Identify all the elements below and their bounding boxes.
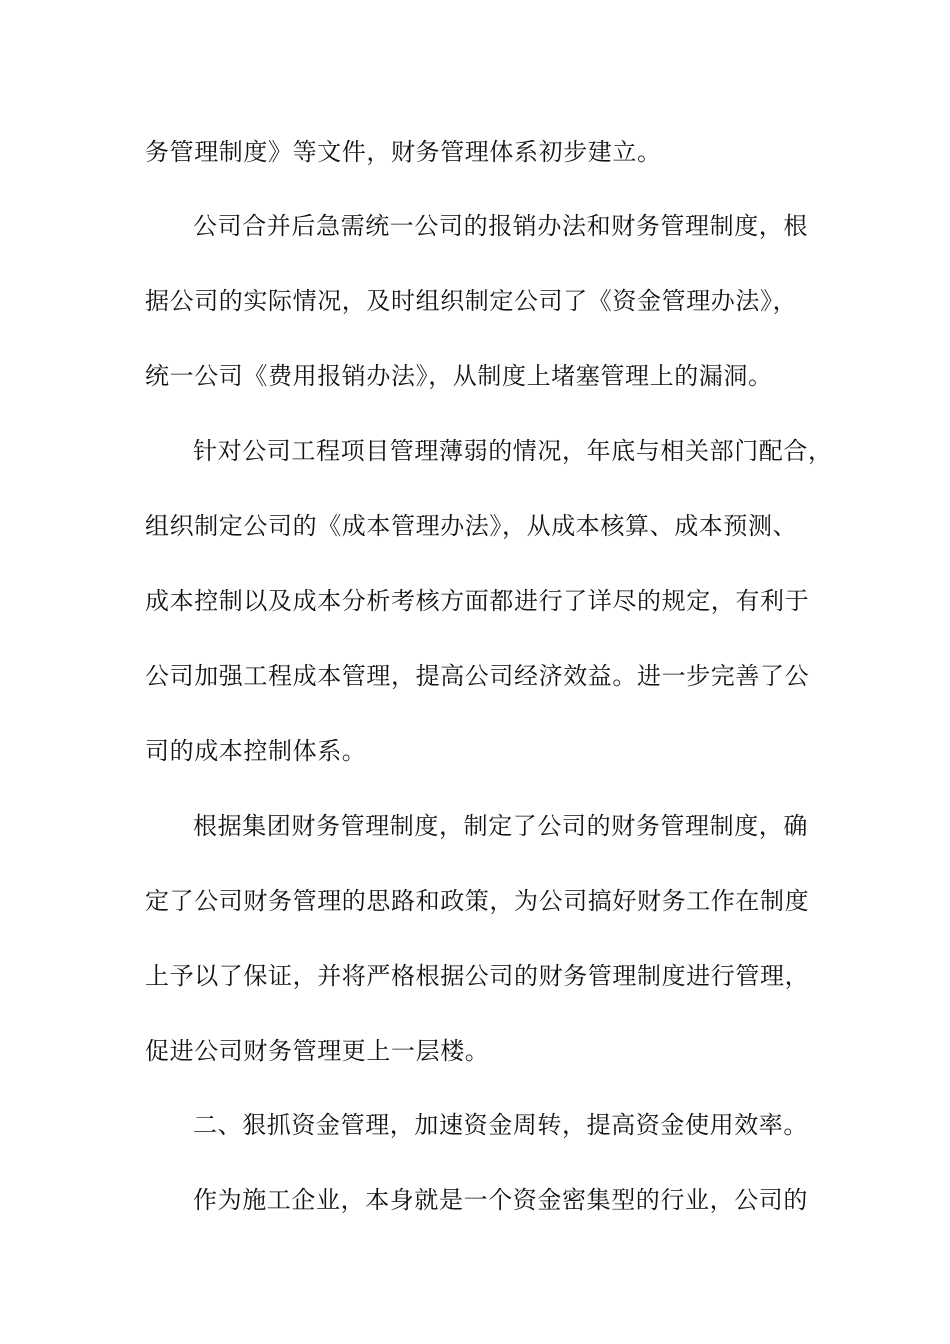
text-line: 统一公司《费用报销办法》，从制度上堵塞管理上的漏洞。	[145, 362, 773, 390]
text-line: 务管理制度》等文件，财务管理体系初步建立。	[145, 138, 662, 166]
paragraph-start-line: 公司合并后急需统一公司的报销办法和财务管理制度，根	[193, 212, 808, 240]
text-line: 公司加强工程成本管理，提高公司经济效益。进一步完善了公	[145, 662, 810, 690]
section-heading-line: 二、狠抓资金管理，加速资金周转，提高资金使用效率。	[193, 1111, 808, 1139]
text-line: 成本控制以及成本分析考核方面都进行了详尽的规定，有利于	[145, 587, 810, 615]
text-line: 组织制定公司的《成本管理办法》，从成本核算、成本预测、	[145, 512, 798, 540]
paragraph-start-line: 根据集团财务管理制度，制定了公司的财务管理制度，确	[193, 812, 808, 840]
text-line: 据公司的实际情况，及时组织制定公司了《资金管理办法》，	[145, 287, 798, 315]
paragraph-start-line: 作为施工企业，本身就是一个资金密集型的行业，公司的	[193, 1186, 808, 1214]
text-line: 司的成本控制体系。	[145, 737, 367, 765]
text-line: 上予以了保证，并将严格根据公司的财务管理制度进行管理，	[145, 962, 810, 990]
paragraph-start-line: 针对公司工程项目管理薄弱的情况，年底与相关部门配合，	[193, 437, 833, 465]
text-line: 定了公司财务管理的思路和政策，为公司搞好财务工作在制度	[145, 887, 810, 915]
text-line: 促进公司财务管理更上一层楼。	[145, 1037, 490, 1065]
